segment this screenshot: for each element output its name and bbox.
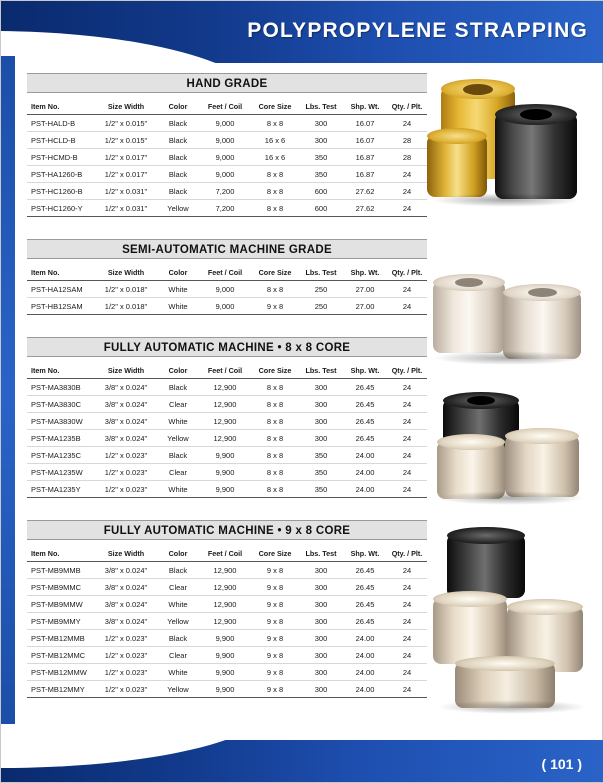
cell-feet-coil: 9,900 [199,647,251,664]
cell-color: White [157,298,199,315]
th-core-size: Core Size [251,363,299,379]
table-row [27,647,427,664]
cell-lbs-test: 300 [299,396,343,413]
cell-size-width: 1/2" x 0.023" [95,664,157,681]
cell-core-size: 8 x 8 [251,379,299,396]
cell-size-width: 1/2" x 0.023" [95,464,157,481]
fully-automatic-9x8-table [27,546,427,698]
cream-coil-b-top [507,599,583,615]
cell-feet-coil: 9,000 [199,166,251,183]
yellow-coil-small-top [427,128,487,144]
cell-qty-plt: 24 [387,430,427,447]
cell-color: Yellow [157,200,199,217]
yellow-coil-core-hole [463,84,493,95]
cell-lbs-test: 600 [299,183,343,200]
cell-item-no: PST-MB12MMY [27,681,95,698]
cell-shp-wt: 24.00 [343,630,387,647]
cream-coil-a-body [433,598,507,664]
cell-color: White [157,481,199,498]
cell-core-size: 9 x 8 [251,647,299,664]
cell-feet-coil: 9,000 [199,149,251,166]
th-feet-coil: Feet / Coil [199,265,251,281]
th-item-no: Item No. [27,363,95,379]
cell-color: White [157,664,199,681]
cream-coil-c-top [455,656,555,671]
cell-shp-wt: 24.00 [343,664,387,681]
fully-automatic-8x8-table [27,363,427,498]
cell-size-width: 1/2" x 0.023" [95,447,157,464]
cell-shp-wt: 27.62 [343,200,387,217]
cell-item-no: PST-MB12MMB [27,630,95,647]
cell-color: Black [157,183,199,200]
th-size-width: Size Width [95,99,157,115]
table-header-row [27,363,427,379]
cell-item-no: PST-MB12MMC [27,647,95,664]
hand-grade-table [27,99,427,217]
table-row [27,166,427,183]
cell-feet-coil: 9,900 [199,664,251,681]
cell-lbs-test: 300 [299,430,343,447]
th-lbs-test: Lbs. Test [299,265,343,281]
cell-item-no: PST-MB9MMW [27,596,95,613]
cell-color: Clear [157,396,199,413]
cell-color: Clear [157,579,199,596]
section-title: FULLY AUTOMATIC MACHINE • 9 x 8 CORE [27,520,427,540]
fully-automatic-8x8-coils-photo [425,383,595,513]
cell-qty-plt: 24 [387,681,427,698]
photo-shadow [433,351,583,365]
cell-shp-wt: 26.45 [343,379,387,396]
th-core-size: Core Size [251,265,299,281]
cell-color: Black [157,562,199,579]
cell-size-width: 1/2" x 0.023" [95,681,157,698]
cell-item-no: PST-HALD-B [27,115,95,132]
cell-lbs-test: 250 [299,298,343,315]
cell-feet-coil: 12,900 [199,596,251,613]
cell-shp-wt: 16.07 [343,132,387,149]
white-coil-2-body [503,291,581,359]
section-semi-automatic-machine-grade [27,239,427,315]
table-row [27,613,427,630]
cell-size-width: 1/2" x 0.017" [95,166,157,183]
cell-feet-coil: 9,000 [199,298,251,315]
table-row [27,596,427,613]
cell-core-size: 8 x 8 [251,166,299,183]
cream-coil-a-top [433,591,507,607]
cell-lbs-test: 350 [299,447,343,464]
th-item-no: Item No. [27,265,95,281]
section-title: SEMI-AUTOMATIC MACHINE GRADE [27,239,427,259]
table-row [27,430,427,447]
cell-core-size: 9 x 8 [251,298,299,315]
cell-size-width: 1/2" x 0.015" [95,115,157,132]
cell-shp-wt: 27.00 [343,298,387,315]
cream-coil-1-top [437,434,505,450]
cell-shp-wt: 27.00 [343,281,387,298]
cell-size-width: 1/2" x 0.017" [95,149,157,166]
cell-size-width: 3/8" x 0.024" [95,413,157,430]
cell-feet-coil: 12,900 [199,396,251,413]
cell-item-no: PST-HA12SAM [27,281,95,298]
th-qty-plt: Qty. / Plt. [387,363,427,379]
cell-shp-wt: 24.00 [343,647,387,664]
cell-shp-wt: 16.07 [343,115,387,132]
semi-automatic-table [27,265,427,315]
page-header [1,1,603,63]
th-shp-wt: Shp. Wt. [343,363,387,379]
th-color: Color [157,265,199,281]
table-row [27,132,427,149]
cell-feet-coil: 9,000 [199,132,251,149]
cell-item-no: PST-HA1260-B [27,166,95,183]
cell-color: Clear [157,464,199,481]
cell-feet-coil: 12,900 [199,379,251,396]
cell-core-size: 16 x 6 [251,132,299,149]
cell-item-no: PST-MB9MMB [27,562,95,579]
cell-core-size: 9 x 8 [251,562,299,579]
th-size-width: Size Width [95,546,157,562]
cell-qty-plt: 24 [387,562,427,579]
cell-item-no: PST-HCLD-B [27,132,95,149]
cell-color: Yellow [157,430,199,447]
cell-color: Black [157,379,199,396]
th-color: Color [157,99,199,115]
cell-color: Black [157,447,199,464]
cell-size-width: 1/2" x 0.031" [95,200,157,217]
cell-lbs-test: 300 [299,664,343,681]
table-row [27,630,427,647]
page-footer [1,724,603,782]
th-lbs-test: Lbs. Test [299,99,343,115]
cell-item-no: PST-MA3830C [27,396,95,413]
cell-qty-plt: 24 [387,664,427,681]
cell-shp-wt: 24.00 [343,681,387,698]
table-row [27,115,427,132]
cell-size-width: 1/2" x 0.018" [95,281,157,298]
th-size-width: Size Width [95,363,157,379]
table-row [27,562,427,579]
cell-item-no: PST-MA1235B [27,430,95,447]
cell-color: White [157,413,199,430]
cell-qty-plt: 24 [387,200,427,217]
section-fully-automatic-9x8 [27,520,427,698]
table-row [27,281,427,298]
cell-core-size: 8 x 8 [251,396,299,413]
cell-shp-wt: 16.87 [343,149,387,166]
table-row [27,149,427,166]
cell-core-size: 16 x 6 [251,149,299,166]
cell-core-size: 8 x 8 [251,281,299,298]
cell-shp-wt: 26.45 [343,562,387,579]
cell-core-size: 8 x 8 [251,447,299,464]
cell-color: Yellow [157,613,199,630]
cell-lbs-test: 300 [299,379,343,396]
cell-lbs-test: 300 [299,613,343,630]
table-row [27,579,427,596]
table-row [27,396,427,413]
cell-feet-coil: 7,200 [199,183,251,200]
cell-qty-plt: 24 [387,183,427,200]
cell-item-no: PST-MA1235C [27,447,95,464]
cell-item-no: PST-HC1260-Y [27,200,95,217]
cell-lbs-test: 300 [299,647,343,664]
th-feet-coil: Feet / Coil [199,99,251,115]
hand-grade-coils-photo [425,73,595,223]
cell-feet-coil: 9,000 [199,281,251,298]
yellow-coil-small-body [427,135,487,197]
black-coil-core-hole [520,109,552,120]
cell-shp-wt: 24.00 [343,481,387,498]
cell-core-size: 9 x 8 [251,596,299,613]
cell-feet-coil: 12,900 [199,562,251,579]
cell-core-size: 8 x 8 [251,464,299,481]
table-row [27,481,427,498]
cream-coil-2-top [505,428,579,444]
table-row [27,447,427,464]
cell-size-width: 1/2" x 0.018" [95,298,157,315]
cell-item-no: PST-MB9MMC [27,579,95,596]
cell-lbs-test: 350 [299,149,343,166]
th-shp-wt: Shp. Wt. [343,546,387,562]
th-shp-wt: Shp. Wt. [343,265,387,281]
cell-shp-wt: 24.00 [343,464,387,481]
cream-coil-2-body [505,435,579,497]
cell-feet-coil: 7,200 [199,200,251,217]
cell-color: White [157,281,199,298]
cell-qty-plt: 28 [387,149,427,166]
table-row [27,413,427,430]
cell-size-width: 1/2" x 0.023" [95,630,157,647]
cell-core-size: 8 x 8 [251,200,299,217]
table-row [27,664,427,681]
cell-size-width: 1/2" x 0.015" [95,132,157,149]
cell-lbs-test: 350 [299,166,343,183]
cell-shp-wt: 27.62 [343,183,387,200]
cell-size-width: 3/8" x 0.024" [95,379,157,396]
cell-shp-wt: 16.87 [343,166,387,183]
cell-qty-plt: 24 [387,630,427,647]
cell-feet-coil: 9,000 [199,115,251,132]
cell-size-width: 3/8" x 0.024" [95,396,157,413]
table-header-row [27,546,427,562]
cell-item-no: PST-HCMD-B [27,149,95,166]
black-coil-body [495,113,577,199]
cell-core-size: 9 x 8 [251,613,299,630]
cell-color: Black [157,630,199,647]
th-feet-coil: Feet / Coil [199,546,251,562]
cell-lbs-test: 300 [299,630,343,647]
cell-size-width: 3/8" x 0.024" [95,613,157,630]
cell-qty-plt: 24 [387,396,427,413]
cell-size-width: 1/2" x 0.023" [95,647,157,664]
cell-qty-plt: 24 [387,481,427,498]
cell-item-no: PST-HC1260-B [27,183,95,200]
cell-core-size: 9 x 8 [251,579,299,596]
cell-lbs-test: 300 [299,562,343,579]
cell-lbs-test: 250 [299,281,343,298]
white-coil-2-core-hole [528,288,557,297]
fully-automatic-9x8-coils-photo [425,528,595,728]
th-shp-wt: Shp. Wt. [343,99,387,115]
cell-item-no: PST-MB12MMW [27,664,95,681]
cell-color: White [157,596,199,613]
cell-feet-coil: 9,900 [199,464,251,481]
cell-item-no: PST-MA3830B [27,379,95,396]
cell-qty-plt: 24 [387,613,427,630]
page-title: POLYPROPYLENE STRAPPING [247,19,588,42]
cell-qty-plt: 28 [387,132,427,149]
cell-feet-coil: 9,900 [199,447,251,464]
cell-core-size: 9 x 8 [251,681,299,698]
cell-size-width: 3/8" x 0.024" [95,596,157,613]
cell-color: Black [157,149,199,166]
black-coil-core-hole [467,396,495,405]
table-header-row [27,265,427,281]
th-size-width: Size Width [95,265,157,281]
th-lbs-test: Lbs. Test [299,363,343,379]
section-hand-grade [27,73,427,217]
cell-lbs-test: 300 [299,681,343,698]
cell-color: Clear [157,647,199,664]
cell-shp-wt: 26.45 [343,413,387,430]
cell-size-width: 3/8" x 0.024" [95,430,157,447]
cell-core-size: 8 x 8 [251,183,299,200]
th-qty-plt: Qty. / Plt. [387,546,427,562]
cell-size-width: 1/2" x 0.023" [95,481,157,498]
cell-feet-coil: 9,900 [199,481,251,498]
semi-automatic-coils-photo [425,263,595,373]
section-fully-automatic-8x8 [27,337,427,498]
white-coil-1-core-hole [455,278,483,287]
th-qty-plt: Qty. / Plt. [387,265,427,281]
cell-feet-coil: 12,900 [199,579,251,596]
cell-qty-plt: 24 [387,596,427,613]
photo-shadow [437,700,587,714]
cell-lbs-test: 300 [299,115,343,132]
cell-qty-plt: 24 [387,647,427,664]
cell-qty-plt: 24 [387,447,427,464]
th-item-no: Item No. [27,546,95,562]
cell-lbs-test: 300 [299,413,343,430]
cell-size-width: 1/2" x 0.031" [95,183,157,200]
cell-core-size: 8 x 8 [251,115,299,132]
left-blue-rail [1,56,15,726]
cell-shp-wt: 24.00 [343,447,387,464]
table-header-row [27,99,427,115]
cell-lbs-test: 300 [299,596,343,613]
cell-qty-plt: 24 [387,298,427,315]
cell-feet-coil: 12,900 [199,430,251,447]
cell-color: Black [157,166,199,183]
cell-shp-wt: 26.45 [343,596,387,613]
th-core-size: Core Size [251,99,299,115]
cell-shp-wt: 26.45 [343,579,387,596]
cell-item-no: PST-MA1235Y [27,481,95,498]
cell-item-no: PST-HB12SAM [27,298,95,315]
cell-core-size: 9 x 8 [251,664,299,681]
photo-shadow [431,193,581,207]
cell-size-width: 3/8" x 0.024" [95,562,157,579]
cell-shp-wt: 26.45 [343,613,387,630]
cell-color: Yellow [157,681,199,698]
th-core-size: Core Size [251,546,299,562]
table-row [27,379,427,396]
table-row [27,200,427,217]
product-photos-column [425,73,595,723]
th-qty-plt: Qty. / Plt. [387,99,427,115]
table-row [27,681,427,698]
cell-core-size: 8 x 8 [251,430,299,447]
cell-lbs-test: 600 [299,200,343,217]
cell-size-width: 3/8" x 0.024" [95,579,157,596]
cell-qty-plt: 24 [387,579,427,596]
cell-item-no: PST-MA1235W [27,464,95,481]
cell-item-no: PST-MB9MMY [27,613,95,630]
cell-qty-plt: 24 [387,281,427,298]
cell-qty-plt: 24 [387,166,427,183]
th-color: Color [157,546,199,562]
photo-shadow [435,491,585,505]
th-feet-coil: Feet / Coil [199,363,251,379]
cell-feet-coil: 9,900 [199,630,251,647]
cell-core-size: 9 x 8 [251,630,299,647]
cell-lbs-test: 300 [299,132,343,149]
cell-qty-plt: 24 [387,115,427,132]
cell-shp-wt: 26.45 [343,430,387,447]
page-number: ( 101 ) [541,756,582,772]
cell-lbs-test: 350 [299,481,343,498]
cell-feet-coil: 12,900 [199,413,251,430]
table-row [27,183,427,200]
cell-qty-plt: 24 [387,379,427,396]
table-row [27,298,427,315]
th-lbs-test: Lbs. Test [299,546,343,562]
product-tables-container [27,73,427,712]
section-title: FULLY AUTOMATIC MACHINE • 8 x 8 CORE [27,337,427,357]
white-coil-1-body [433,281,505,353]
cell-qty-plt: 24 [387,413,427,430]
cell-core-size: 8 x 8 [251,413,299,430]
cell-qty-plt: 24 [387,464,427,481]
cell-feet-coil: 9,900 [199,681,251,698]
cell-feet-coil: 12,900 [199,613,251,630]
black-coil-top [447,527,525,544]
cell-item-no: PST-MA3830W [27,413,95,430]
cell-color: Black [157,132,199,149]
cell-lbs-test: 300 [299,579,343,596]
table-row [27,464,427,481]
th-item-no: Item No. [27,99,95,115]
cell-color: Black [157,115,199,132]
cell-core-size: 8 x 8 [251,481,299,498]
section-title: HAND GRADE [27,73,427,93]
cell-lbs-test: 350 [299,464,343,481]
th-color: Color [157,363,199,379]
cell-shp-wt: 26.45 [343,396,387,413]
